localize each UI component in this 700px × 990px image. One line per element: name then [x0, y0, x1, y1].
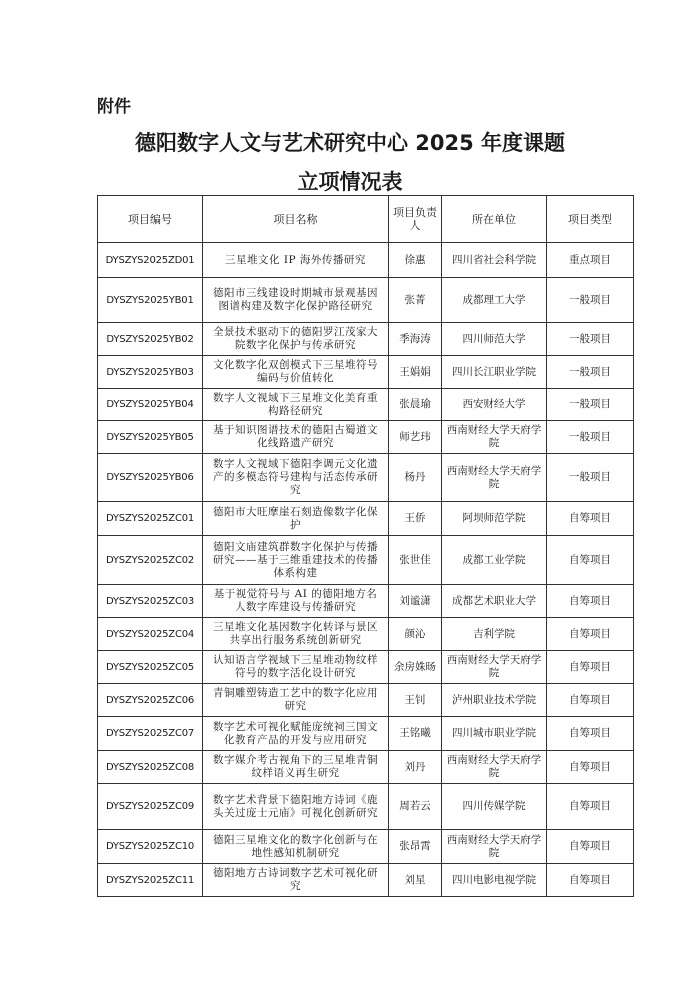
project-type-cell: 自筹项目: [547, 864, 634, 897]
project-unit-cell: 成都艺术职业大学: [442, 585, 547, 618]
project-type-cell: 自筹项目: [547, 502, 634, 536]
project-leader-cell: 王娟娟: [389, 356, 442, 389]
table-body: [98, 243, 634, 897]
col-header-name: 项目名称: [203, 196, 389, 243]
table-row: [98, 864, 634, 897]
project-unit-cell: 阿坝师范学院: [442, 502, 547, 536]
project-code-cell: DYSZYS2025YB02: [98, 323, 203, 356]
col-header-type: 项目类型: [547, 196, 634, 243]
project-unit-cell: 西南财经大学天府学院: [442, 454, 547, 502]
project-type-cell: 自筹项目: [547, 585, 634, 618]
project-leader-cell: 张昂霄: [389, 830, 442, 864]
project-unit-cell: 四川师范大学: [442, 323, 547, 356]
project-name-cell: 基于视觉符号与 AI 的德阳地方名人数字库建设与传播研究: [203, 585, 389, 618]
project-leader-cell: 刘谧潇: [389, 585, 442, 618]
project-unit-cell: 四川传媒学院: [442, 784, 547, 830]
project-type-cell: 自筹项目: [547, 618, 634, 651]
project-code-cell: DYSZYS2025YB04: [98, 389, 203, 421]
project-code-cell: DYSZYS2025ZC03: [98, 585, 203, 618]
project-type-cell: 一般项目: [547, 278, 634, 323]
project-unit-cell: 四川长江职业学院: [442, 356, 547, 389]
table-row: [98, 536, 634, 585]
project-name-cell: 德阳市大旺摩崖石刻造像数字化保护: [203, 502, 389, 536]
attachment-label: 附件: [97, 97, 131, 117]
project-code-cell: DYSZYS2025YB01: [98, 278, 203, 323]
project-unit-cell: 西安财经大学: [442, 389, 547, 421]
project-leader-cell: 颜沁: [389, 618, 442, 651]
table-row: [98, 421, 634, 454]
project-code-cell: DYSZYS2025ZC01: [98, 502, 203, 536]
project-code-cell: DYSZYS2025ZC04: [98, 618, 203, 651]
project-name-cell: 德阳三星堆文化的数字化创新与在地性感知机制研究: [203, 830, 389, 864]
table-row: [98, 684, 634, 717]
col-header-unit: 所在单位: [442, 196, 547, 243]
project-leader-cell: 张世佳: [389, 536, 442, 585]
table-row: [98, 751, 634, 784]
document-subtitle: 立项情况表: [297, 170, 403, 194]
project-code-cell: DYSZYS2025ZD01: [98, 243, 203, 278]
project-type-cell: 自筹项目: [547, 830, 634, 864]
project-name-cell: 三星堆文化基因数字化转译与景区共享出行服务系统创新研究: [203, 618, 389, 651]
project-unit-cell: 成都理工大学: [442, 278, 547, 323]
table-row: [98, 356, 634, 389]
project-unit-cell: 西南财经大学天府学院: [442, 651, 547, 684]
project-unit-cell: 西南财经大学天府学院: [442, 751, 547, 784]
project-name-cell: 三星堆文化 IP 海外传播研究: [203, 243, 389, 278]
project-type-cell: 自筹项目: [547, 784, 634, 830]
project-unit-cell: 泸州职业技术学院: [442, 684, 547, 717]
project-unit-cell: 四川省社会科学院: [442, 243, 547, 278]
project-code-cell: DYSZYS2025ZC11: [98, 864, 203, 897]
table-row: [98, 502, 634, 536]
project-code-cell: DYSZYS2025ZC07: [98, 717, 203, 751]
project-leader-cell: 刘星: [389, 864, 442, 897]
project-code-cell: DYSZYS2025ZC02: [98, 536, 203, 585]
table-row: [98, 830, 634, 864]
table-row: [98, 717, 634, 751]
project-type-cell: 自筹项目: [547, 536, 634, 585]
project-leader-cell: 杨丹: [389, 454, 442, 502]
project-name-cell: 数字人文视域下三星堆文化美育重构路径研究: [203, 389, 389, 421]
project-leader-cell: 师艺玮: [389, 421, 442, 454]
project-type-cell: 一般项目: [547, 323, 634, 356]
table-row: [98, 454, 634, 502]
table-row: [98, 389, 634, 421]
table-row: [98, 278, 634, 323]
project-code-cell: DYSZYS2025ZC10: [98, 830, 203, 864]
project-unit-cell: 西南财经大学天府学院: [442, 421, 547, 454]
project-type-cell: 一般项目: [547, 356, 634, 389]
project-unit-cell: 成都工业学院: [442, 536, 547, 585]
project-leader-cell: 刘丹: [389, 751, 442, 784]
project-name-cell: 文化数字化双创模式下三星堆符号编码与价值转化: [203, 356, 389, 389]
project-name-cell: 认知语言学视域下三星堆动物纹样符号的数字活化设计研究: [203, 651, 389, 684]
project-name-cell: 数字媒介考古视角下的三星堆青铜纹样语义再生研究: [203, 751, 389, 784]
project-table: [97, 195, 634, 897]
project-type-cell: 自筹项目: [547, 684, 634, 717]
table-row: [98, 585, 634, 618]
project-code-cell: DYSZYS2025YB05: [98, 421, 203, 454]
project-leader-cell: 张菁: [389, 278, 442, 323]
table-row: [98, 618, 634, 651]
project-name-cell: 青铜雕塑铸造工艺中的数字化应用研究: [203, 684, 389, 717]
project-unit-cell: 吉利学院: [442, 618, 547, 651]
project-unit-cell: 四川电影电视学院: [442, 864, 547, 897]
project-type-cell: 自筹项目: [547, 651, 634, 684]
project-unit-cell: 四川城市职业学院: [442, 717, 547, 751]
project-code-cell: DYSZYS2025YB06: [98, 454, 203, 502]
project-leader-cell: 王侨: [389, 502, 442, 536]
project-name-cell: 数字人文视域下德阳李调元文化遗产的多模态符号建构与活态传承研究: [203, 454, 389, 502]
table-row: [98, 323, 634, 356]
project-type-cell: 自筹项目: [547, 751, 634, 784]
project-code-cell: DYSZYS2025ZC05: [98, 651, 203, 684]
table-row: [98, 243, 634, 278]
col-header-leader: 项目负责人: [389, 196, 442, 243]
col-header-code: 项目编号: [98, 196, 203, 243]
project-type-cell: 自筹项目: [547, 717, 634, 751]
project-name-cell: 基于知识图谱技术的德阳古蜀道文化线路遗产研究: [203, 421, 389, 454]
project-unit-cell: 西南财经大学天府学院: [442, 830, 547, 864]
project-leader-cell: 王铭曦: [389, 717, 442, 751]
project-leader-cell: 周若云: [389, 784, 442, 830]
project-code-cell: DYSZYS2025ZC08: [98, 751, 203, 784]
project-type-cell: 一般项目: [547, 389, 634, 421]
project-leader-cell: 季海涛: [389, 323, 442, 356]
project-name-cell: 德阳地方古诗词数字艺术可视化研究: [203, 864, 389, 897]
project-type-cell: 重点项目: [547, 243, 634, 278]
project-type-cell: 一般项目: [547, 454, 634, 502]
table-header-row: [98, 196, 634, 243]
project-name-cell: 数字艺术可视化赋能庞统祠三国文化教育产品的开发与应用研究: [203, 717, 389, 751]
project-name-cell: 全景技术驱动下的德阳罗江茂家大院数字化保护与传承研究: [203, 323, 389, 356]
project-leader-cell: 徐惠: [389, 243, 442, 278]
project-code-cell: DYSZYS2025ZC06: [98, 684, 203, 717]
project-code-cell: DYSZYS2025YB03: [98, 356, 203, 389]
project-type-cell: 一般项目: [547, 421, 634, 454]
project-code-cell: DYSZYS2025ZC09: [98, 784, 203, 830]
project-leader-cell: 张晨瑜: [389, 389, 442, 421]
project-name-cell: 数字艺术背景下德阳地方诗词《鹿头关过庞士元庙》可视化创新研究: [203, 784, 389, 830]
document-title: 德阳数字人文与艺术研究中心 2025 年度课题: [134, 131, 566, 155]
project-leader-cell: 余房姝旸: [389, 651, 442, 684]
table-row: [98, 651, 634, 684]
project-name-cell: 德阳文庙建筑群数字化保护与传播研究——基于三维重建技术的传播体系构建: [203, 536, 389, 585]
table-row: [98, 784, 634, 830]
project-name-cell: 德阳市三线建设时期城市景观基因图谱构建及数字化保护路径研究: [203, 278, 389, 323]
project-leader-cell: 王钊: [389, 684, 442, 717]
